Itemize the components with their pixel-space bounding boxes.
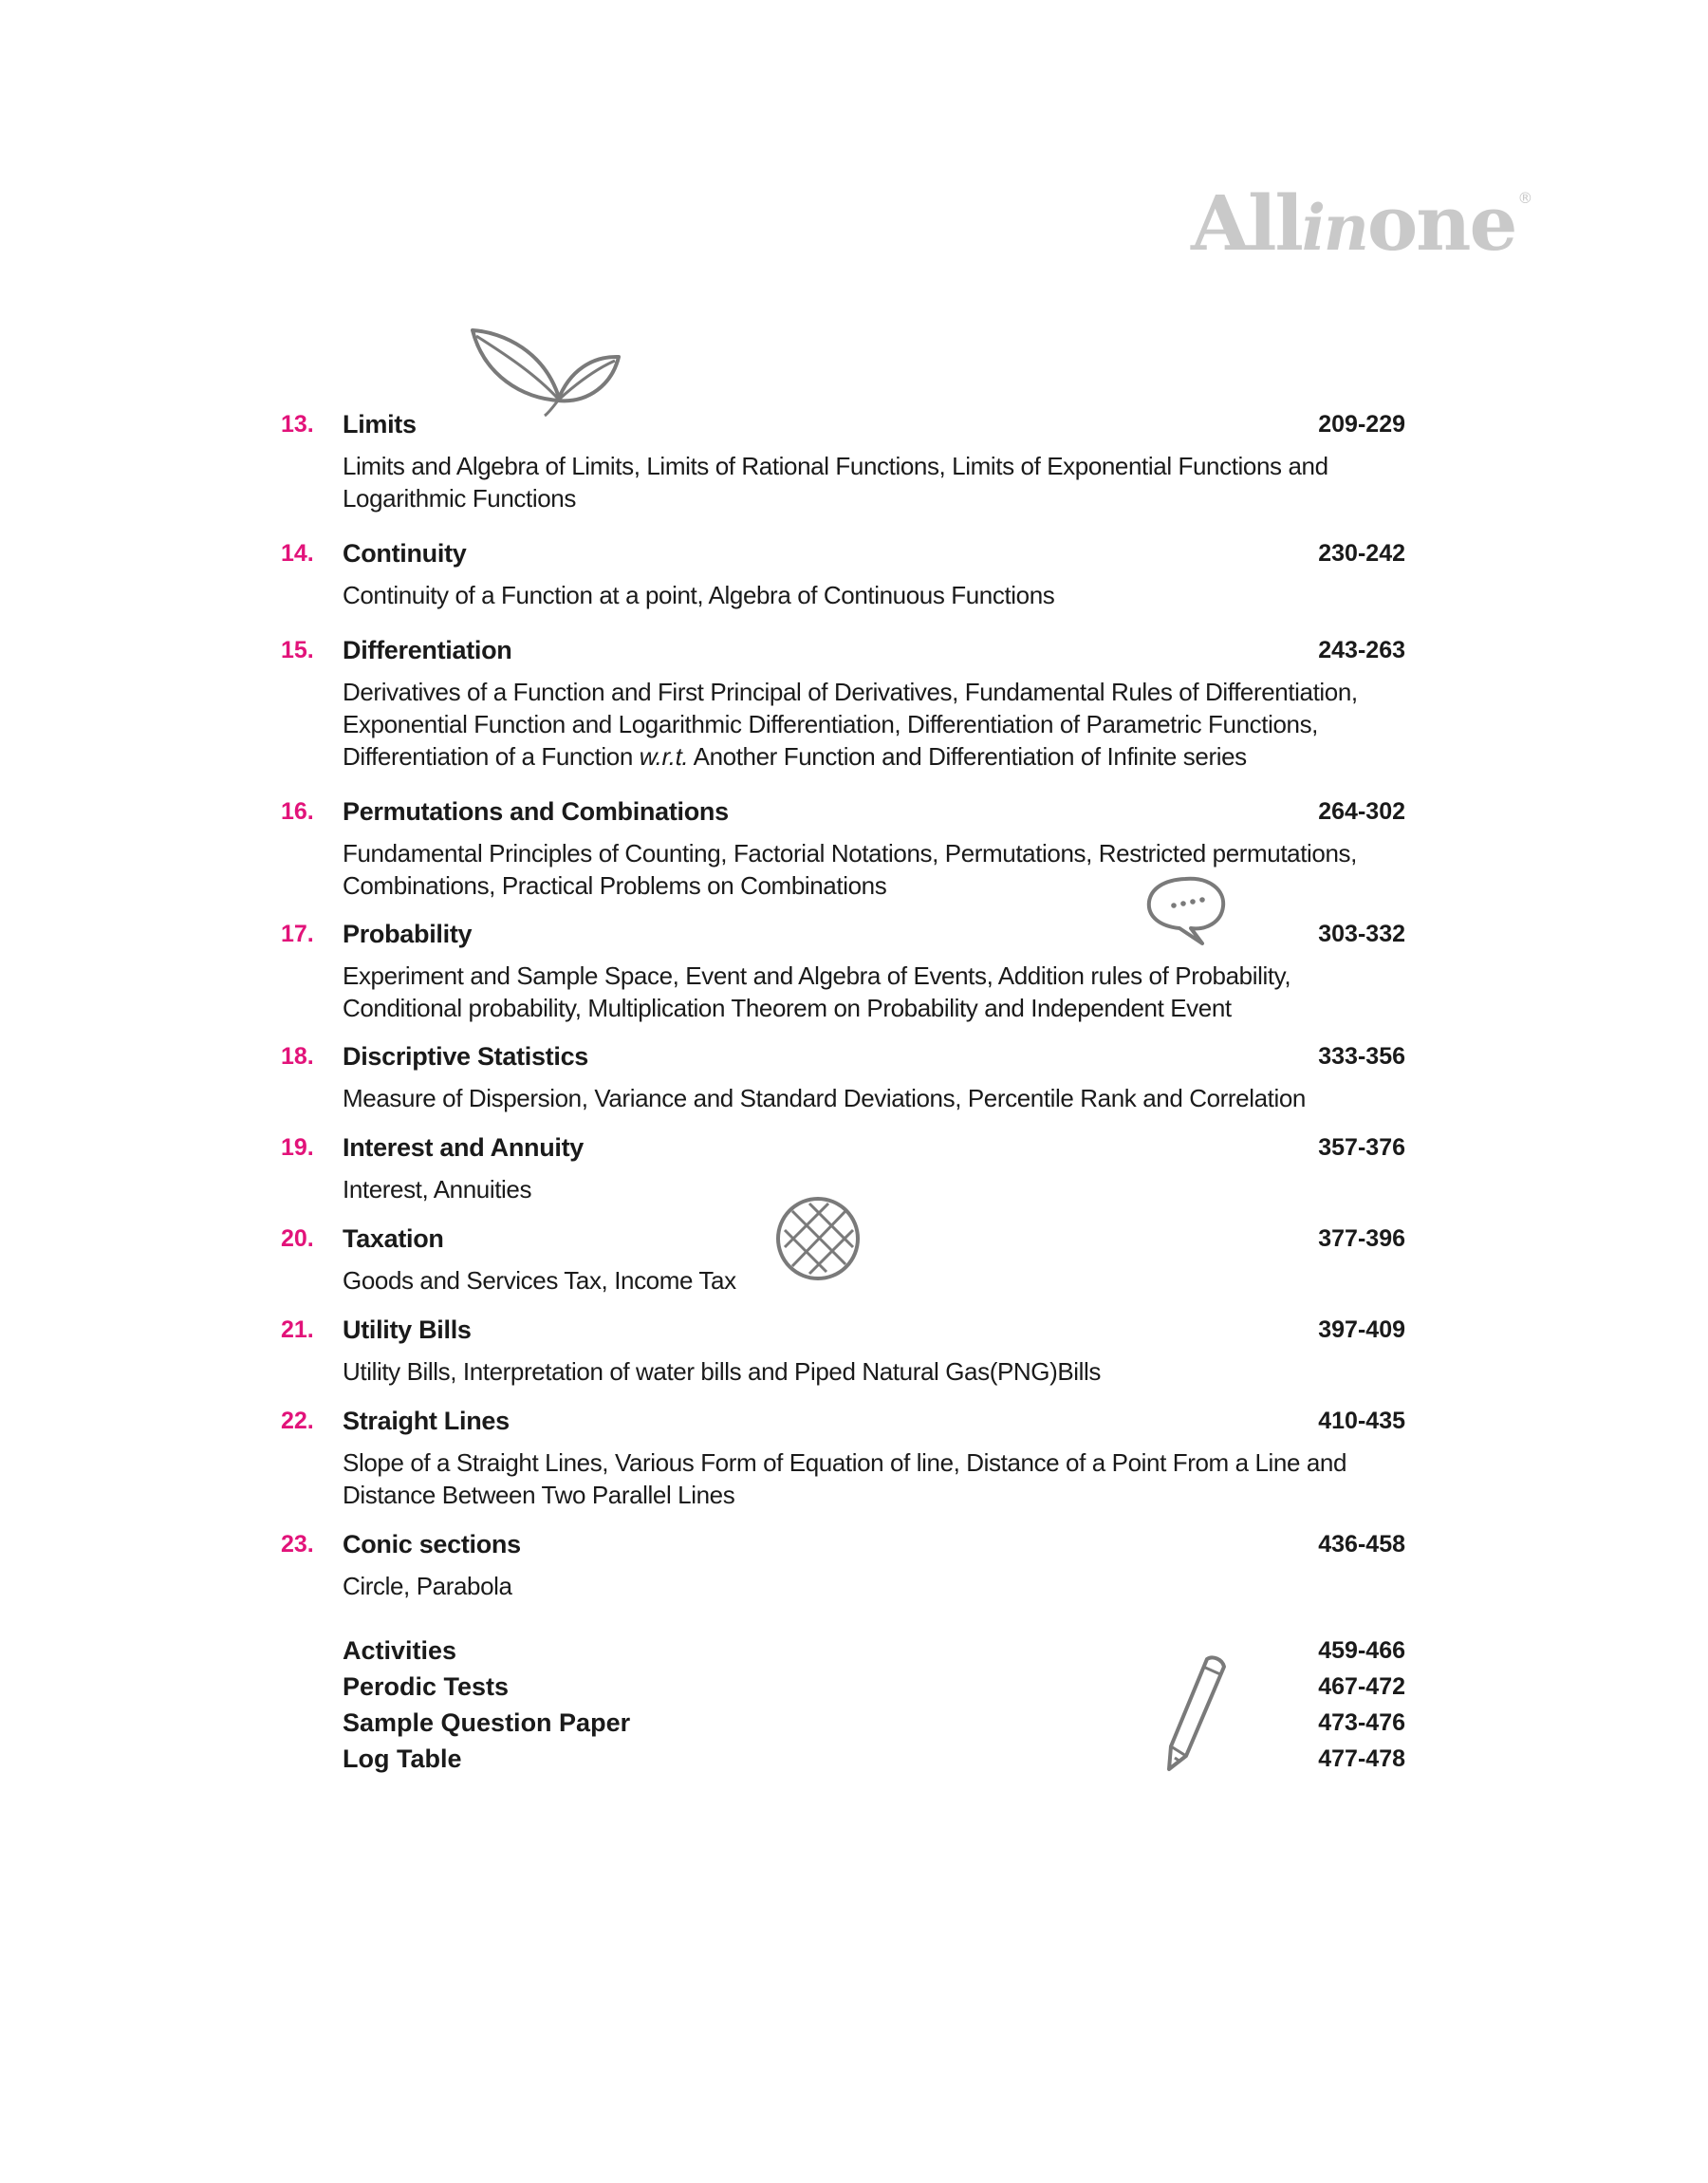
chapter-number: 18. — [281, 1043, 314, 1070]
chapter-title: Taxation — [343, 1224, 444, 1253]
chapter-title: Interest and Annuity — [343, 1133, 585, 1162]
page-range: 357-376 — [1318, 1134, 1405, 1161]
page-range: 209-229 — [1318, 411, 1405, 438]
extra-title: Perodic Tests — [343, 1672, 510, 1701]
extra-title: Log Table — [343, 1745, 462, 1773]
chapter-topics: Limits and Algebra of Limits, Limits of Rational Functions, Limits of Exponential Functions and Logarithmic Functions — [343, 452, 1328, 513]
chapter-topics: Goods and Services Tax, Income Tax — [343, 1266, 736, 1295]
chapter-title: Continuity — [343, 539, 467, 568]
chapter-title: Straight Lines — [343, 1407, 510, 1435]
chapter-title: Limits — [343, 410, 417, 438]
extra-periodic-tests[interactable] — [343, 1670, 1405, 1703]
page-range: 467-472 — [1318, 1673, 1405, 1700]
chapter-number: 17. — [281, 921, 314, 947]
chapter-number: 13. — [281, 411, 314, 438]
chapter-title: Differentiation — [343, 636, 512, 664]
chapter-number: 21. — [281, 1316, 314, 1343]
page-range: 230-242 — [1318, 540, 1405, 567]
chapter-title: Discriptive Statistics — [343, 1042, 589, 1071]
chapter-number: 19. — [281, 1134, 314, 1161]
chapter-number: 15. — [281, 637, 314, 663]
page-range: 264-302 — [1318, 798, 1405, 825]
chapter-topics: Interest, Annuities — [343, 1175, 532, 1203]
page-range: 333-356 — [1318, 1043, 1405, 1070]
extra-activities[interactable] — [343, 1634, 1405, 1667]
chapter-topics: Measure of Dispersion, Variance and Standard Deviations, Percentile Rank and Correlation — [343, 1084, 1306, 1112]
page-range: 243-263 — [1318, 637, 1405, 663]
leaf-icon — [465, 323, 626, 418]
chapter-number: 16. — [281, 798, 314, 825]
page-range: 436-458 — [1318, 1531, 1405, 1558]
extra-log-table[interactable] — [343, 1743, 1405, 1775]
chapter-number: 20. — [281, 1225, 314, 1252]
page-range: 410-435 — [1318, 1408, 1405, 1434]
chapter-topics: Circle, Parabola — [343, 1572, 512, 1600]
extra-sample-question-paper[interactable] — [343, 1707, 1405, 1739]
chapter-topics: Fundamental Principles of Counting, Factorial Notations, Permutations, Restricted permutations, Combinations, Practical Problems on Combinations — [343, 839, 1357, 900]
chapter-title: Probability — [343, 920, 473, 948]
chapter-number: 23. — [281, 1531, 314, 1558]
chapter-title: Conic sections — [343, 1530, 521, 1558]
chapter-number: 22. — [281, 1408, 314, 1434]
page-range: 303-332 — [1318, 921, 1405, 947]
page-range: 459-466 — [1318, 1637, 1405, 1664]
chapter-topics: Continuity of a Function at a point, Algebra of Continuous Functions — [343, 581, 1055, 609]
extra-title: Sample Question Paper — [343, 1708, 631, 1737]
brand-logo: Allinone ® — [1191, 178, 1532, 268]
chapter-topics: Utility Bills, Interpretation of water bills and Piped Natural Gas(PNG)Bills — [343, 1357, 1102, 1386]
chapter-title: Permutations and Combinations — [343, 797, 729, 826]
extra-title: Activities — [343, 1636, 457, 1665]
chapter-title: Utility Bills — [343, 1315, 472, 1344]
chapter-topics: Slope of a Straight Lines, Various Form of Equation of line, Distance of a Point From a Line and Distance Between Two Parallel Lines — [343, 1448, 1347, 1509]
page-range: 397-409 — [1318, 1316, 1405, 1343]
chapter-topics: Derivatives of a Function and First Principal of Derivatives, Fundamental Rules of Differentiation, Exponential Function and Logarithmic Differentiation, Differentiation of Parametric Functions, Differentiation of a Function w.r.t. Another Function and Differentiation of Infinite series — [343, 678, 1358, 771]
page-range: 473-476 — [1318, 1709, 1405, 1736]
page-range: 377-396 — [1318, 1225, 1405, 1252]
page-range: 477-478 — [1318, 1745, 1405, 1772]
chapter-number: 14. — [281, 540, 314, 567]
chapter-topics: Experiment and Sample Space, Event and Algebra of Events, Addition rules of Probability, Conditional probability, Multiplication Theorem on Probability and Independent Event — [343, 961, 1291, 1022]
